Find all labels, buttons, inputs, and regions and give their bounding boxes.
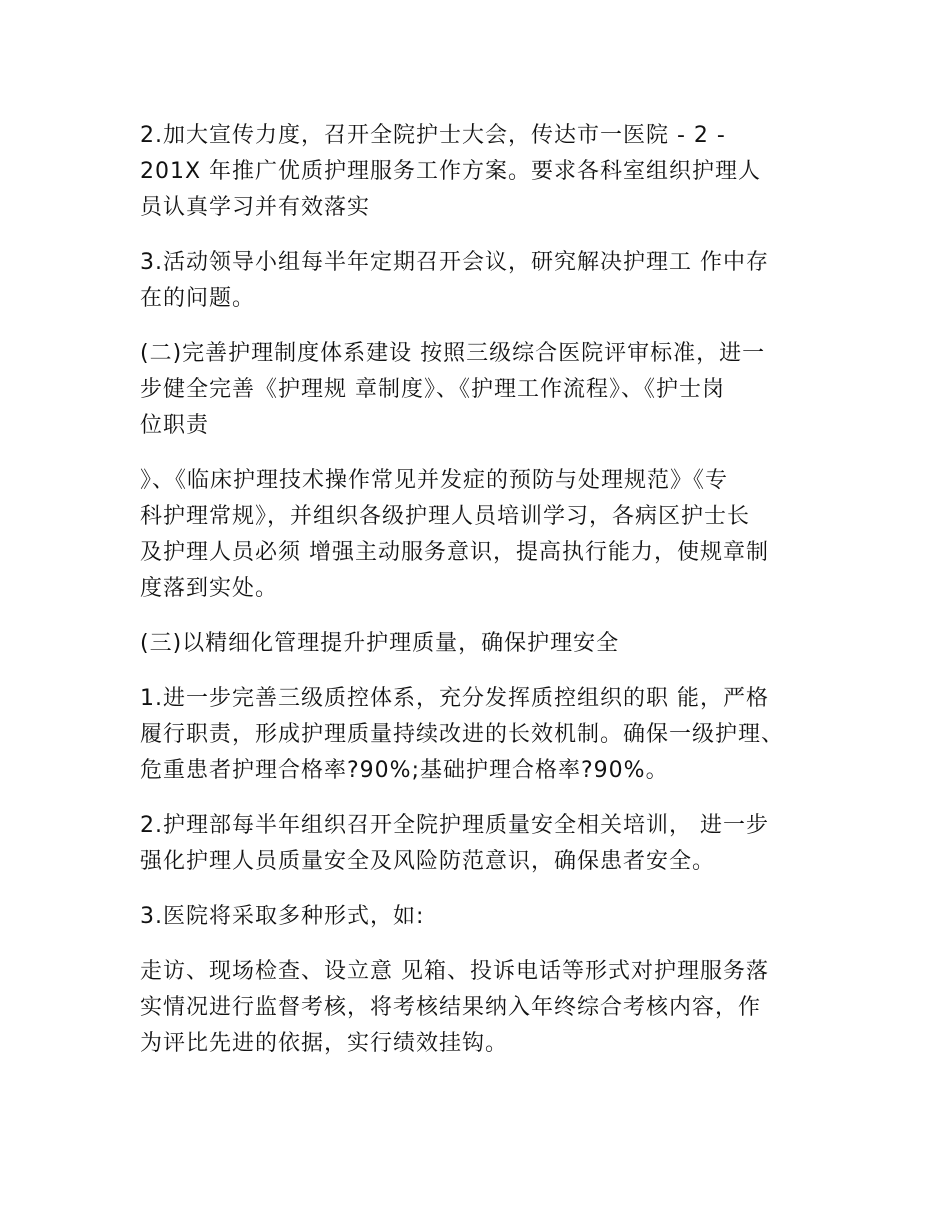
text-line: 为评比先进的依据，实行绩效挂钩。 — [140, 1031, 509, 1056]
text-line: 位职责 — [140, 413, 210, 438]
text-line: 科护理常规》，并组织各级护理人员培训学习，各病区护士长 — [140, 504, 751, 529]
paragraph-forms — [140, 899, 812, 935]
text-line: 1.进一步完善三级质控体系，充分发挥质控组织的职 能，严格 — [140, 686, 769, 711]
text-line: 履行职责，形成护理质量持续改进的长效机制。确保一级护理、 — [140, 722, 785, 747]
text-line: 》、《临床护理技术操作常见并发症的预防与处理规范》《专 — [140, 468, 729, 493]
section-heading-two — [140, 336, 812, 444]
text-line: 步健全完善《护理规 章制度》、《护理工作流程》、《护士岗 — [140, 377, 725, 402]
text-line: 3.医院将采取多种形式，如: — [140, 904, 425, 929]
paragraph-quality-control — [140, 681, 812, 789]
text-line: (三)以精细化管理提升护理质量，确保护理安全 — [140, 631, 620, 656]
text-line: 实情况进行监督考核，将考核结果纳入年终综合考核内容，作 — [140, 995, 762, 1020]
text-line: 201X 年推广优质护理服务工作方案。要求各科室组织护理人 — [140, 159, 762, 184]
text-line: 2.加大宣传力度，召开全院护士大会，传达市一医院 - 2 - — [140, 123, 726, 148]
text-line: 在的问题。 — [140, 286, 256, 311]
text-line: 3.活动领导小组每半年定期召开会议，研究解决护理工 作中存 — [140, 250, 769, 275]
text-line: 强化护理人员质量安全及风险防范意识，确保患者安全。 — [140, 849, 716, 874]
document-body — [140, 118, 812, 1081]
text-line: 危重患者护理合格率?90%;基础护理合格率?90%。 — [140, 758, 669, 783]
text-line: 度落到实处。 — [140, 576, 279, 601]
section-heading-three — [140, 626, 812, 662]
paragraph-publicity — [140, 118, 812, 226]
text-line: 及护理人员必须 增强主动服务意识，提高执行能力，使规章制 — [140, 540, 769, 565]
paragraph-meetings — [140, 245, 812, 317]
paragraph-supervision — [140, 954, 812, 1062]
text-line: 走访、现场检查、设立意 见箱、投诉电话等形式对护理服务落 — [140, 959, 769, 984]
text-line: (二)完善护理制度体系建设 按照三级综合医院评审标准，进一 — [140, 341, 766, 366]
text-line: 员认真学习并有效落实 — [140, 195, 371, 220]
paragraph-training — [140, 808, 812, 880]
paragraph-regulations — [140, 463, 812, 607]
text-line: 2.护理部每半年组织召开全院护理质量安全相关培训， 进一步 — [140, 813, 769, 838]
